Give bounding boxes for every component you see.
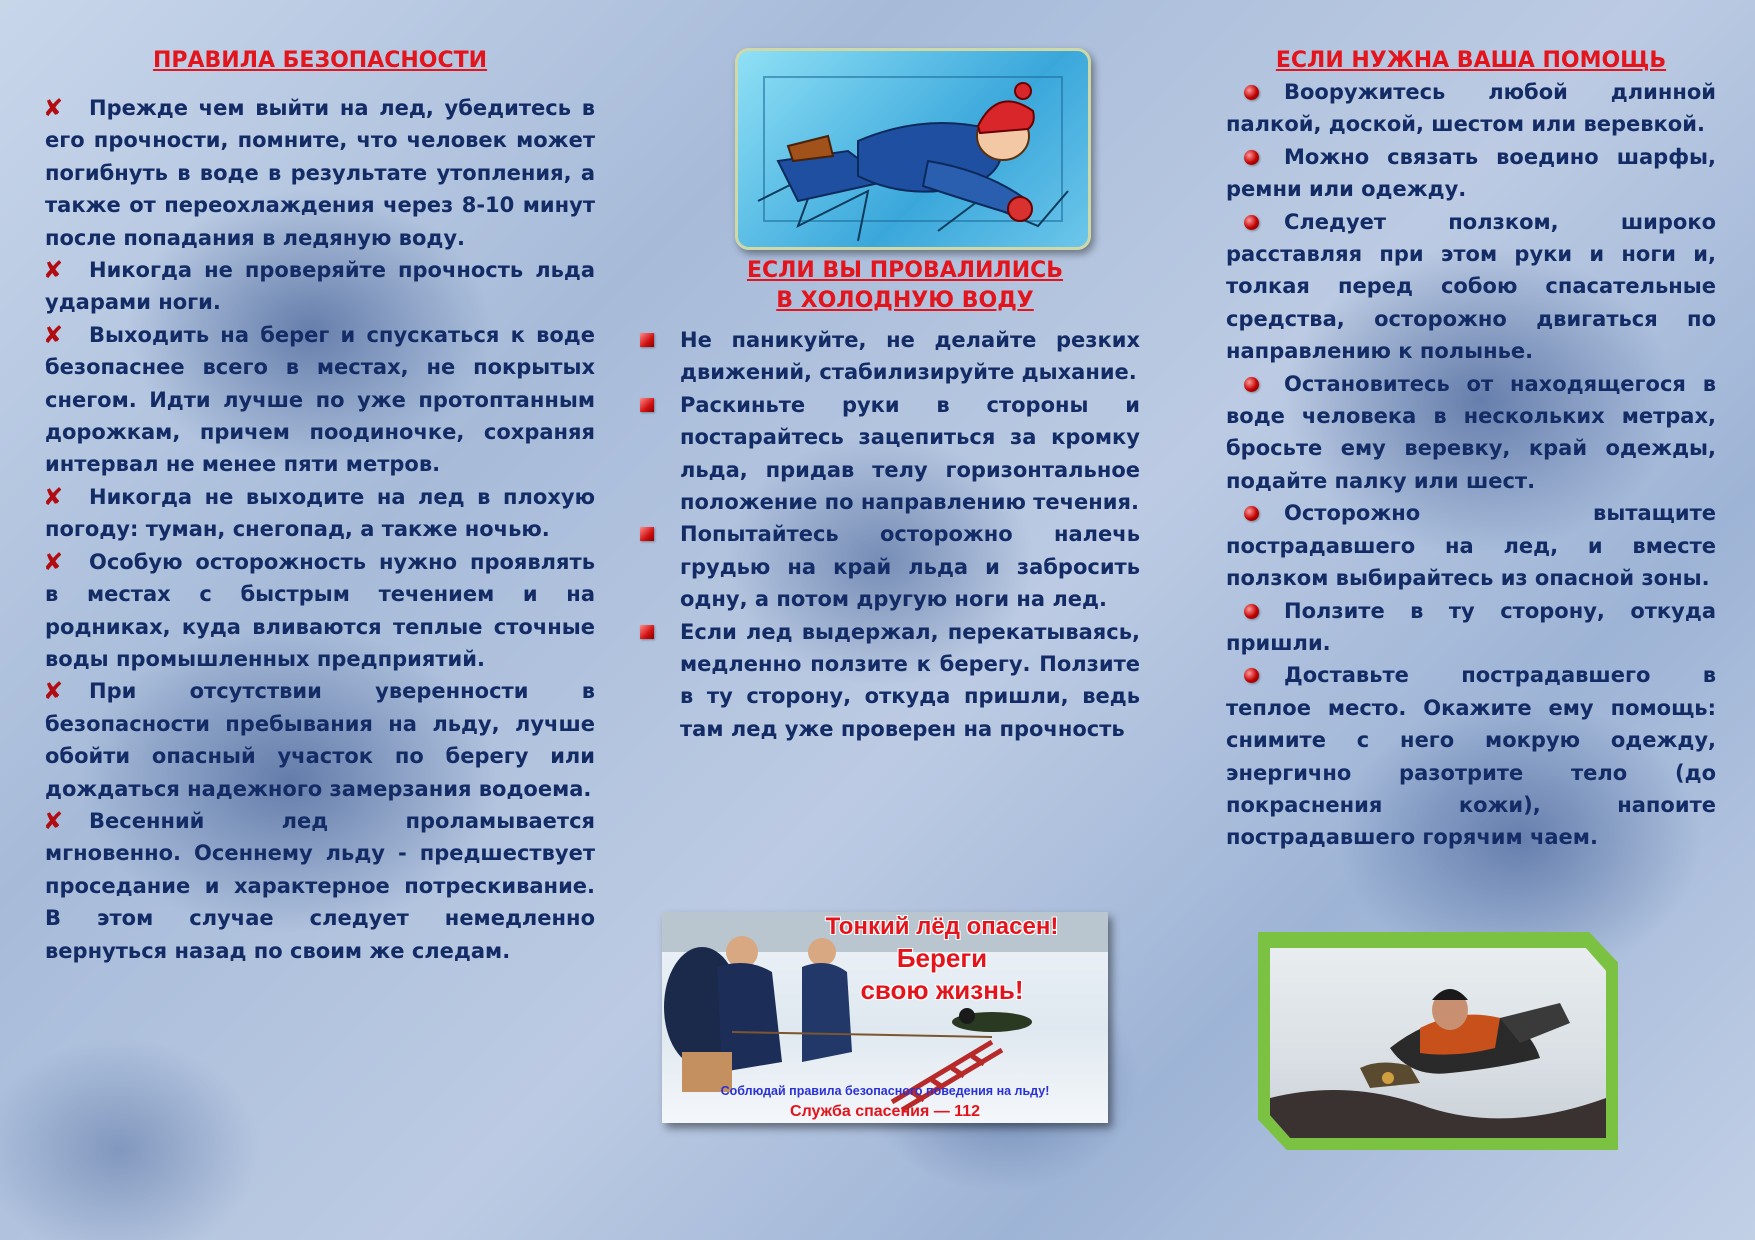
- rule-item: ✘ Выходить на берег и спускаться к воде безопаснее всего в местах, не покрытых снегом. Идти лучше по уже протоптанным дорожкам, причем поодиночке, сохраняя интервал не менее пяти метров.: [43, 320, 595, 477]
- help-item: Ползите в ту сторону, откуда пришли.: [1226, 598, 1716, 655]
- red-square-bullet-icon: [640, 527, 654, 541]
- heading-line-2: В ХОЛОДНУЮ ВОДУ: [776, 288, 1034, 313]
- instruction-item: Попытайтесь осторожно налечь грудью на край льда и забросить одну, а потом другую ноги на лед.: [640, 518, 1140, 615]
- rule-item: ✘ Никогда не проверяйте прочность льда ударами ноги.: [43, 256, 595, 315]
- rule-item: ✘ При отсутствии уверенности в безопасности пребывания на льду, лучше обойти опасный участок по берегу или дождаться надежного замерзания водоема.: [43, 677, 595, 801]
- red-ball-bullet-icon: [1244, 215, 1259, 230]
- instruction-item: Если лед выдержал, перекатываясь, медленно ползите к берегу. Ползите в ту сторону, откуда пришли, ведь там лед уже проверен на прочность: [640, 616, 1140, 746]
- thin-ice-poster: [662, 912, 1108, 1123]
- fallen-through-ice-illustration: [735, 48, 1091, 250]
- left-column: [45, 0, 595, 967]
- rescuer-drawing: [1270, 948, 1606, 1138]
- photo-inner: [1270, 948, 1606, 1138]
- fell-through-heading: [640, 256, 1140, 316]
- poster-headline: [782, 912, 1102, 1006]
- cross-mark-icon: ✘: [43, 677, 64, 706]
- rule-item: ✘ Весенний лед проламывается мгновенно. Осеннему льду - предшествует проседание и характерное потрескивание. В этом случае следует немедленно вернуться назад по своим же следам.: [43, 806, 595, 963]
- help-item: Следует ползком, широко расставляя при этом руки и ноги и, толкая перед собою спасательные средства, осторожно двигаться по направлению к полынье.: [1226, 209, 1716, 364]
- rule-item: ✘ Никогда не выходите на лед в плохую погоду: туман, снегопад, а также ночью.: [43, 482, 595, 542]
- red-ball-bullet-icon: [1244, 150, 1259, 165]
- poster-line-3: свою жизнь!: [860, 975, 1024, 1005]
- poster-line-2: Береги: [896, 943, 988, 973]
- red-square-bullet-icon: [640, 625, 654, 639]
- red-ball-bullet-icon: [1244, 85, 1259, 100]
- help-item: Остановитесь от находящегося в воде человека в нескольких метрах, бросьте ему веревку, край одежды, подайте палку или шест.: [1226, 371, 1716, 493]
- help-item: Осторожно вытащите пострадавшего на лед, и вместе ползком выбирайтесь из опасной зоны.: [1226, 501, 1716, 591]
- cross-mark-icon: ✘: [43, 482, 64, 511]
- red-ball-bullet-icon: [1244, 377, 1259, 392]
- red-square-bullet-icon: [640, 398, 654, 412]
- rule-item: ✘ Прежде чем выйти на лед, убедитесь в его прочности, помните, что человек может погибнуть в воде в результате утопления, а также от переохлаждения через 8-10 минут после попадания в ледяную воду.: [43, 94, 595, 250]
- red-ball-bullet-icon: [1244, 668, 1259, 683]
- red-ball-bullet-icon: [1244, 506, 1259, 521]
- help-item: Вооружитесь любой длинной палкой, доской, шестом или веревкой.: [1226, 80, 1716, 137]
- heading-line-1: ЕСЛИ ВЫ ПРОВАЛИЛИСЬ: [746, 258, 1064, 283]
- help-item: Доставьте пострадавшего в теплое место. Окажите ему помощь: снимите с него мокрую одежду, энергично разотрите тело (до покраснения кожи), напоите пострадавшего горячим чаем.: [1226, 663, 1716, 850]
- help-needed-heading: ЕСЛИ НУЖНА ВАША ПОМОЩЬ: [1275, 48, 1667, 73]
- cross-mark-icon: ✘: [43, 806, 64, 835]
- cross-mark-icon: ✘: [43, 320, 64, 349]
- poster-footer-rescue: Служба спасения — 112: [790, 1103, 980, 1120]
- safety-rules-heading: ПРАВИЛА БЕЗОПАСНОСТИ: [152, 48, 488, 73]
- rescuer-on-ice-photo: [1258, 932, 1618, 1150]
- cross-mark-icon: ✘: [43, 94, 64, 122]
- instruction-item: Не паникуйте, не делайте резких движений, стабилизируйте дыхание.: [640, 324, 1140, 389]
- poster-line-1: Тонкий лёд опасен!: [825, 913, 1059, 940]
- right-column: [1226, 0, 1716, 854]
- red-square-bullet-icon: [640, 333, 654, 347]
- poster-footer-rules: Соблюдай правила безопасного поведения на льду!: [720, 1084, 1050, 1098]
- cross-mark-icon: ✘: [43, 256, 64, 285]
- child-in-ice-drawing: [738, 51, 1088, 247]
- middle-column: [640, 256, 1140, 745]
- rule-item: ✘ Особую осторожность нужно проявлять в местах с быстрым течением и на родниках, куда вливаются теплые сточные воды промышленных предприятий.: [43, 547, 595, 671]
- help-item: Можно связать воедино шарфы, ремни или одежду.: [1226, 144, 1716, 202]
- red-ball-bullet-icon: [1244, 604, 1259, 619]
- instruction-item: Раскиньте руки в стороны и постарайтесь зацепиться за кромку льда, придав телу горизонтальное положение по направлению течения.: [640, 389, 1140, 519]
- cross-mark-icon: ✘: [43, 547, 64, 576]
